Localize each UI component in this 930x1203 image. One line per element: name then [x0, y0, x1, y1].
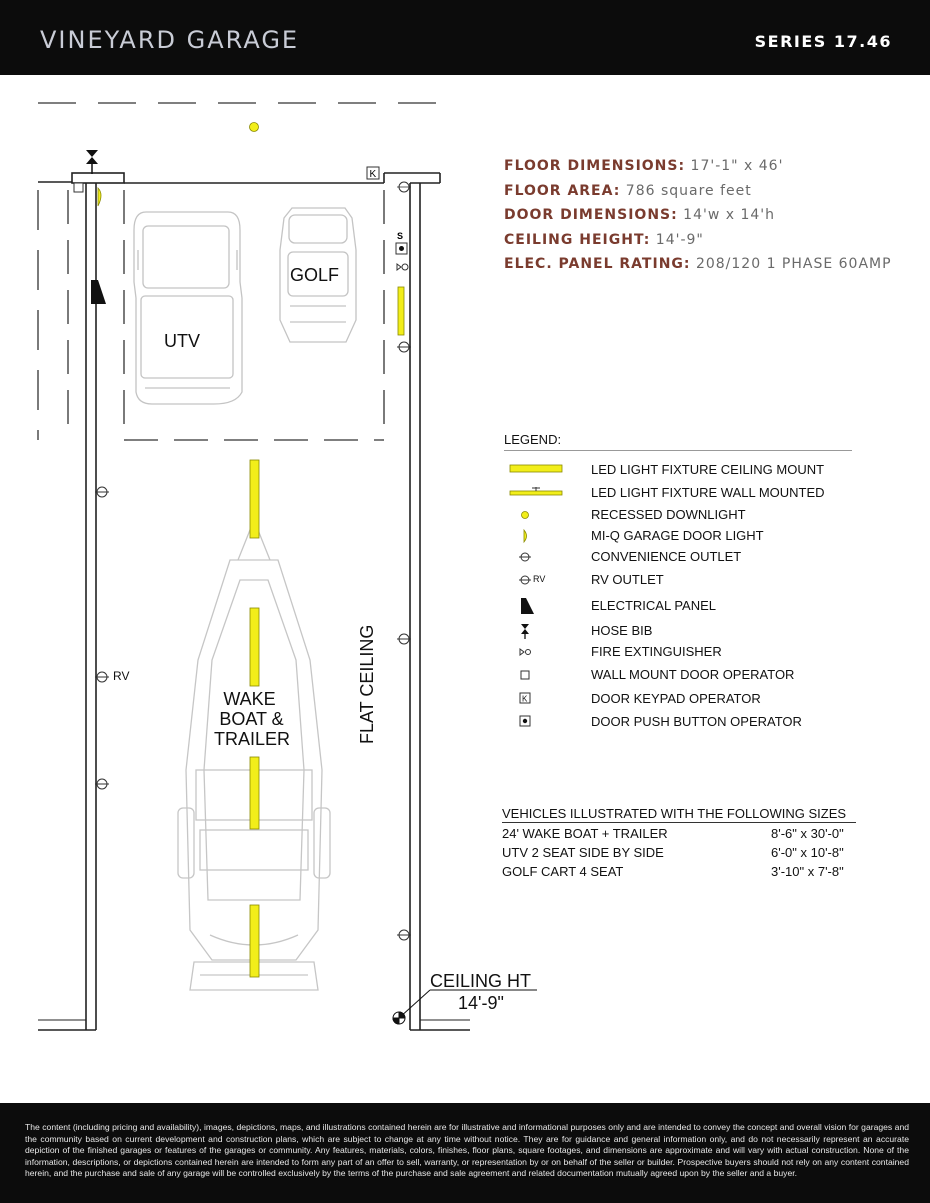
vehicle-row — [502, 824, 856, 842]
hose-bib-icon — [86, 150, 98, 174]
spec-value: 17'-1" x 46' — [690, 158, 784, 174]
legend-item — [504, 621, 854, 641]
outlet-icon — [95, 487, 109, 497]
vehicle-row — [502, 862, 856, 880]
legend-item — [504, 483, 854, 503]
legend-label: RV OUTLET — [591, 572, 664, 587]
vehicle-size: 3'-10" x 7'-8" — [771, 864, 844, 879]
led-ceiling-icon — [504, 460, 564, 480]
legend-item — [504, 642, 854, 662]
legend-label: DOOR KEYPAD OPERATOR — [591, 691, 761, 706]
vehicle-name: 24' WAKE BOAT + TRAILER — [502, 826, 668, 841]
vehicle-sizes-title: VEHICLES ILLUSTRATED WITH THE FOLLOWING SIZES — [502, 806, 856, 823]
ceiling-ht-value: 14'-9" — [458, 993, 504, 1013]
vehicle-row — [502, 843, 856, 861]
legend-label: LED LIGHT FIXTURE CEILING MOUNT — [591, 462, 825, 477]
legend-item — [504, 570, 854, 590]
disclaimer-text: The content (including pricing and availability), images, depictions, maps, and illustrations contained herein are for illustrative and informational purposes only and are intended to convey the concept and overall vision for garages and the community based on current development and construction plans, which are subject to change at any time without notice. They are for guidance and general information only, and do not necessarily represent an accurate depiction of the finished garages or features of the garages or community. Any features, materials, colors, finishes, floor plans, square footages, and dimensions are approximate and will vary with actual construction. None of the information, descriptions, or depictions contained herein are intended to form any part of an offer to sell, warranty, or representation by or on behalf of the seller or builder. Prospective buyers should not rely on any content contained herein, and the purchase and sale of any garage will be controlled exclusively by the terms of the purchase and sale agreement and related documentation mutually agreed upon by the seller and a buyer. — [25, 1122, 909, 1179]
rv-label: RV — [113, 669, 130, 683]
legend-item — [504, 547, 854, 567]
boat-label-1: WAKE — [223, 689, 276, 709]
legend-label: WALL MOUNT DOOR OPERATOR — [591, 667, 795, 682]
rv-outlet-icon — [504, 570, 564, 590]
legend-title: LEGEND: — [504, 432, 852, 451]
wall-operator-icon — [74, 183, 83, 192]
fire-extinguisher-icon — [504, 642, 564, 662]
electrical-panel-icon — [504, 596, 564, 616]
legend-label: CONVENIENCE OUTLET — [591, 549, 742, 564]
legend-item — [504, 596, 854, 616]
hose-bib-icon — [504, 621, 564, 641]
keypad-icon — [504, 689, 564, 709]
golf-label: GOLF — [290, 265, 340, 285]
spec-value: 14'w x 14'h — [683, 207, 776, 223]
legend-item — [504, 460, 854, 480]
ceiling-ht-label: CEILING HT — [430, 971, 532, 991]
legend-label: ELECTRICAL PANEL — [591, 598, 716, 613]
spec-floor-area — [504, 183, 892, 208]
outlet-icon — [397, 634, 411, 644]
spec-elec-panel — [504, 256, 892, 281]
footer-bar — [0, 1103, 930, 1203]
recessed-downlight-icon — [504, 505, 564, 525]
legend-item — [504, 689, 854, 709]
legend-label: HOSE BIB — [591, 623, 653, 638]
keypad-letter: K — [369, 169, 377, 180]
vehicle-name: UTV 2 SEAT SIDE BY SIDE — [502, 845, 664, 860]
fire-extinguisher-icon — [397, 264, 408, 270]
svg-text:WAKE BOAT & TRAILE — [214, 689, 290, 749]
push-button-letter: S — [397, 231, 404, 241]
floor-plan — [0, 75, 532, 1105]
spec-value: 208/120 1 PHASE 60AMP — [695, 256, 892, 272]
wall-operator-icon — [504, 665, 564, 685]
vehicle-size: 8'-6" x 30'-0" — [771, 826, 844, 841]
legend-item — [504, 505, 854, 525]
electrical-panel-icon — [91, 280, 106, 304]
legend-label: LED LIGHT FIXTURE WALL MOUNTED — [591, 485, 825, 500]
spec-floor-dimensions — [504, 158, 892, 183]
rv-symbol-text: RV — [533, 574, 546, 584]
garage-door-light-icon — [98, 188, 101, 206]
spec-ceiling-height — [504, 232, 892, 257]
header-bar — [0, 0, 930, 75]
vehicle-name: GOLF CART 4 SEAT — [502, 864, 624, 879]
boat-label-3: TRAILER — [213, 729, 291, 749]
led-wall-right-1 — [398, 287, 404, 335]
spec-label: ELEC. PANEL RATING: — [504, 256, 691, 272]
garage-door-light-icon — [504, 526, 564, 546]
keypad-symbol-text: K — [522, 694, 528, 704]
legend-item — [504, 526, 854, 546]
flat-ceiling-label: FLAT CEILING — [357, 624, 377, 744]
spec-list — [504, 158, 892, 281]
outlet-icon — [397, 930, 411, 940]
spec-label: CEILING HEIGHT: — [504, 231, 651, 248]
legend — [504, 432, 854, 729]
recessed-downlight-exterior — [250, 123, 259, 132]
spec-door-dimensions — [504, 207, 892, 232]
outlet-icon — [95, 779, 109, 789]
legend-label: RECESSED DOWNLIGHT — [591, 507, 746, 522]
series-label: SERIES 17.46 — [754, 32, 892, 51]
vehicle-sizes — [502, 806, 856, 880]
spec-value: 786 square feet — [625, 182, 752, 199]
page-title: VINEYARD GARAGE — [40, 26, 300, 54]
legend-label: FIRE EXTINGUISHER — [591, 644, 722, 659]
boat-label-2: BOAT & — [219, 709, 284, 729]
push-button-icon — [504, 712, 564, 732]
spec-label: DOOR DIMENSIONS: — [504, 207, 678, 223]
utv-label: UTV — [164, 331, 200, 351]
outlet-icon — [397, 342, 411, 352]
door-opening-dashed — [38, 190, 384, 440]
outlet-icon — [504, 547, 564, 567]
legend-label: MI-Q GARAGE DOOR LIGHT — [591, 528, 764, 543]
spec-label: FLOOR DIMENSIONS: — [504, 158, 686, 174]
led-wall-icon — [504, 483, 564, 503]
vehicle-size: 6'-0" x 10'-8" — [771, 845, 844, 860]
rv-outlet-icon — [95, 672, 109, 682]
legend-item — [504, 665, 854, 685]
spec-label: FLOOR AREA: — [504, 182, 621, 199]
legend-item — [504, 712, 854, 732]
legend-label: DOOR PUSH BUTTON OPERATOR — [591, 714, 802, 729]
spec-value: 14'-9" — [655, 231, 704, 248]
utv-vehicle — [134, 212, 242, 404]
